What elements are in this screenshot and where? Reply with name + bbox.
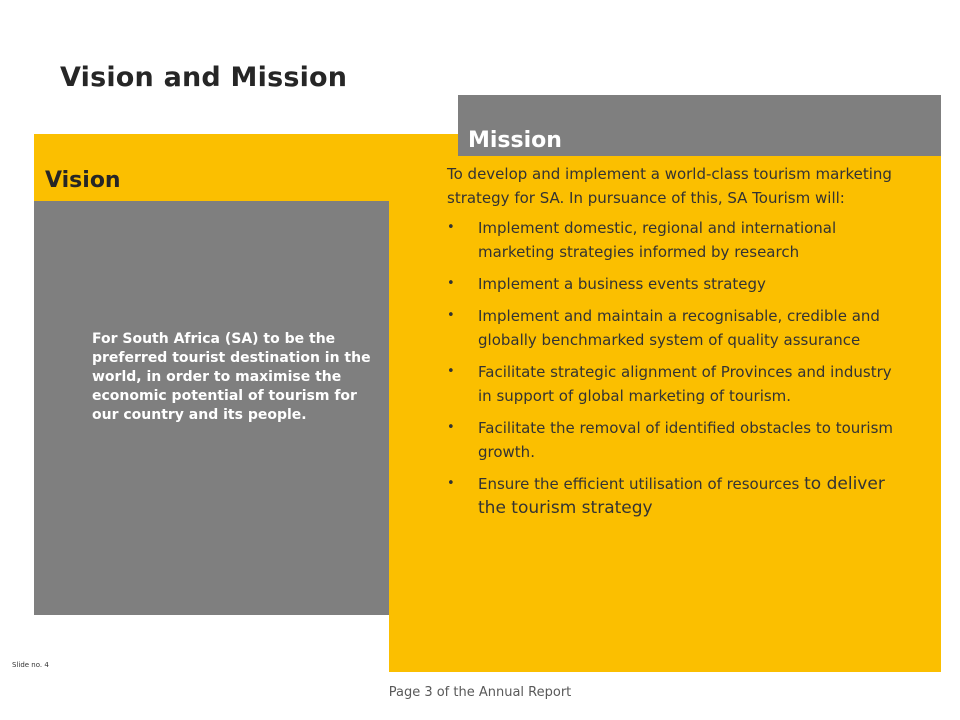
bullet-icon: • xyxy=(447,420,455,435)
list-item-text: Implement and maintain a recognisable, credible and globally benchmarked system of quality assurance xyxy=(478,307,880,349)
list-item-text-emphasis: to deliver the tourism strategy xyxy=(478,474,885,518)
bullet-icon: • xyxy=(447,220,455,235)
mission-content xyxy=(447,162,907,528)
vision-statement: For South Africa (SA) to be the preferred tourist destination in the world, in order to maximise the economic potential of tourism for our country and its people. xyxy=(92,331,371,423)
list-item xyxy=(447,416,907,464)
mission-intro: To develop and implement a world-class tourism marketing strategy for SA. In pursuance of this, SA Tourism will: xyxy=(447,165,892,207)
vision-heading: Vision xyxy=(45,168,121,193)
list-item xyxy=(447,472,907,520)
list-item-text: Implement a business events strategy xyxy=(478,275,766,293)
mission-list xyxy=(447,216,907,520)
list-item-text: Implement domestic, regional and international marketing strategies informed by research xyxy=(478,219,837,261)
bullet-icon: • xyxy=(447,364,455,379)
bullet-icon: • xyxy=(447,308,455,323)
list-item xyxy=(447,272,907,296)
mission-heading: Mission xyxy=(468,128,562,153)
list-item-text: Ensure the efficient utilisation of resources xyxy=(478,475,805,493)
list-item-text: Facilitate strategic alignment of Provinces and industry in support of global marketing of tourism. xyxy=(478,363,892,405)
bullet-icon: • xyxy=(447,276,455,291)
list-item xyxy=(447,216,907,264)
slide-number: Slide no. 4 xyxy=(12,661,49,669)
page-footer: Page 3 of the Annual Report xyxy=(388,685,572,700)
list-item-text: Facilitate the removal of identified obstacles to tourism growth. xyxy=(478,419,894,461)
bullet-icon: • xyxy=(447,476,455,491)
list-item xyxy=(447,304,907,352)
page-title: Vision and Mission xyxy=(60,62,348,93)
list-item xyxy=(447,360,907,408)
